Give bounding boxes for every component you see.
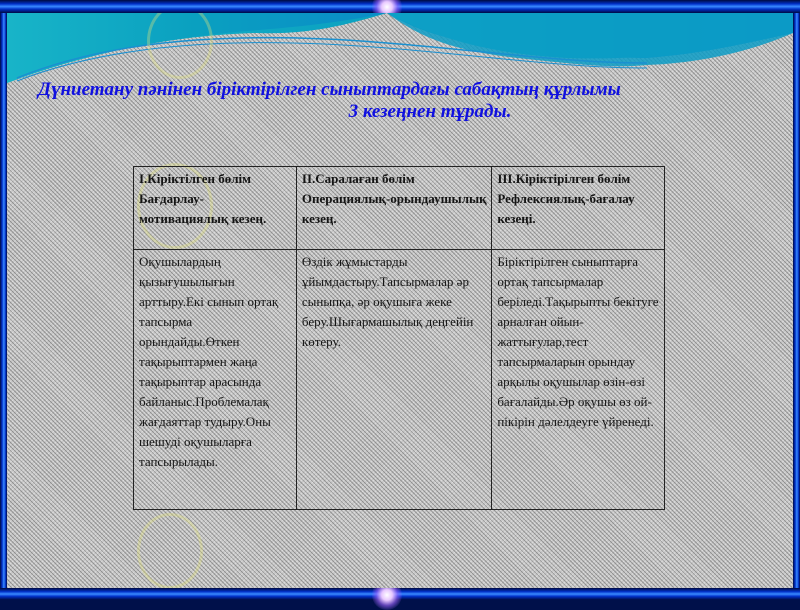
header-stage-2: ІІ.Саралаған бөлім Операциялық-орындаушылық кезең. [296, 167, 491, 250]
cell-stage-3: Біріктірілген сыныптарға ортақ тапсырмалар беріледі.Тақырыпты бекітуге арналған ойын-жаттығулар,тест тапсырмаларын орындау арқылы оқушылар өзін-өзі бағалайды.Әр оқушы өз ой-пікірін дәлелдеуге үйренеді. [492, 250, 665, 510]
watermark-circle [137, 513, 203, 588]
table-header-row [134, 167, 665, 250]
cell-stage-2: Өздік жұмыстарды ұйымдастыру.Тапсырмалар әр сыныпқа, әр оқушыға жеке беру.Шығармашылық деңгейін көтеру. [296, 250, 491, 510]
lesson-stages-table [133, 166, 665, 510]
title-line-2: 3 кезеңнен тұрады. [348, 101, 512, 122]
header-stage-3: ІІІ.Кіріктірілген бөлім Рефлексиялық-бағалау кезеңі. [492, 167, 665, 250]
header-stage-1: І.Кіріктілген бөлім Бағдарлау-мотивациялық кезең. [134, 167, 297, 250]
slide-frame-right [793, 13, 800, 588]
slide-frame-left [0, 13, 7, 588]
table-row [134, 250, 665, 510]
title-line-1: Дүниетану пәнінен біріктірілген сыныптардағы сабақтың құрлымы [38, 79, 621, 100]
cell-stage-1: Оқушылардың қызығушылығын арттыру.Екі сынып ортақ тапсырма орындайды.Өткен тақырыптармен жаңа тақырыптар арасында байланыс.Проблемалақ жағдаяттар тудыру.Оны шешуді оқушыларға тапсырылады. [134, 250, 297, 510]
slide-title [30, 79, 770, 123]
